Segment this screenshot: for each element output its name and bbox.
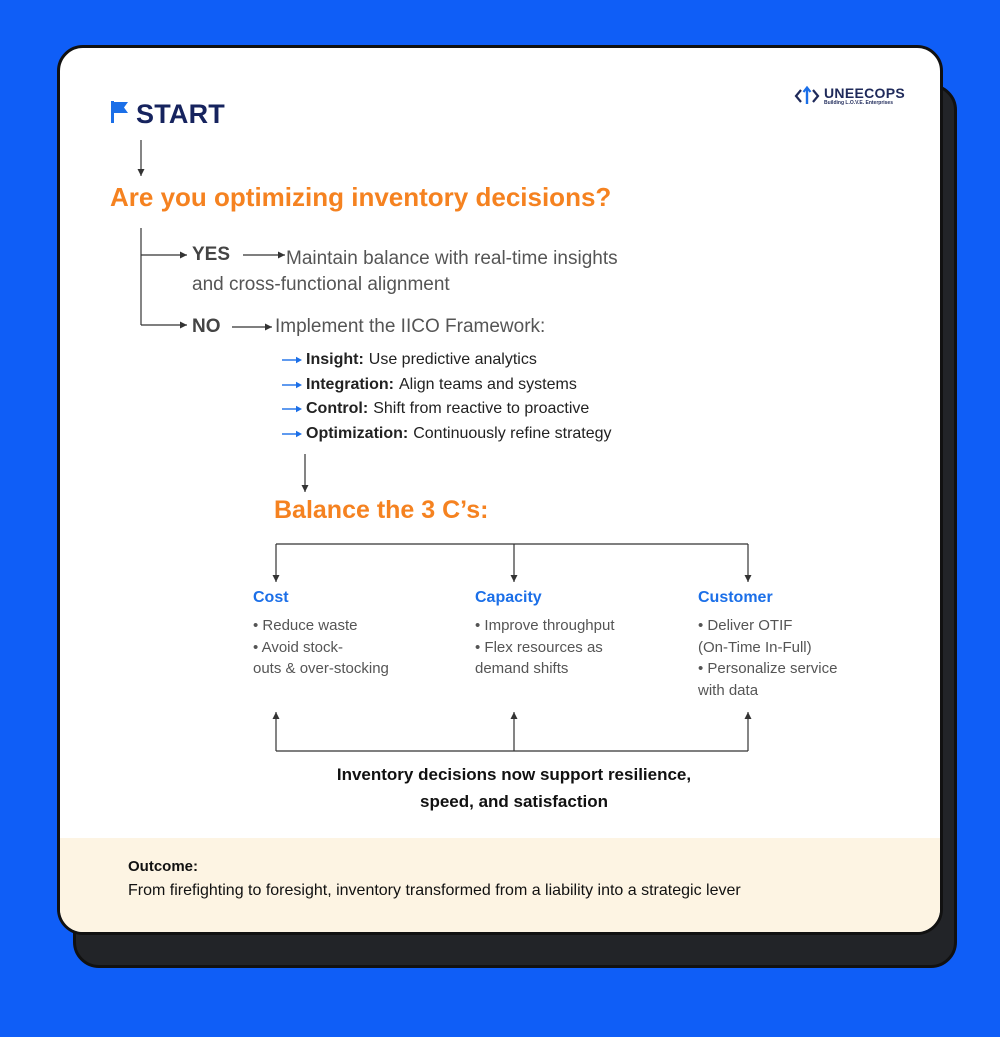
framework-term: Integration: [306, 375, 394, 393]
column-customer [698, 589, 837, 701]
summary-line: Inventory decisions now support resilience, [336, 765, 692, 784]
framework-item-optimization [282, 422, 612, 447]
framework-item-integration [282, 373, 612, 398]
framework-desc: Shift from reactive to proactive [373, 400, 590, 418]
column-line: with data [698, 681, 759, 699]
start-node [110, 99, 225, 130]
brand-tagline: Building L.O.V.E. Enterprises [824, 100, 893, 106]
no-outcome-text: Implement the IICO Framework: [275, 316, 546, 337]
framework-term: Optimization: [306, 424, 409, 442]
column-line: • Deliver OTIF [698, 617, 793, 634]
arrow-right-icon [282, 356, 303, 364]
summary-text [60, 761, 943, 815]
yes-label: YES [192, 244, 231, 265]
outcome-title: Outcome: [128, 858, 199, 875]
outcome-panel [60, 838, 940, 935]
infographic-card [57, 45, 943, 935]
column-line: • Flex resources as [475, 638, 603, 656]
column-line: • Reduce waste [253, 617, 358, 634]
column-heading: Cost [253, 589, 289, 606]
column-heading: Capacity [475, 589, 542, 606]
framework-item-control [282, 397, 612, 422]
framework-desc: Continuously refine strategy [413, 424, 612, 442]
yes-outcome-line1: Maintain balance with real-time insights [286, 248, 618, 269]
column-capacity [475, 589, 615, 680]
arrow-right-icon [282, 405, 303, 413]
arrow-right-icon [282, 430, 303, 438]
framework-desc: Use predictive analytics [368, 351, 537, 369]
column-line: outs & over-stocking [253, 660, 389, 677]
column-cost [253, 589, 389, 680]
column-heading: Customer [698, 589, 773, 606]
question-heading: Are you optimizing inventory decisions? [110, 182, 612, 212]
iico-framework-list [282, 348, 612, 446]
flag-icon [110, 100, 130, 129]
arrow-right-icon [282, 381, 303, 389]
framework-desc: Align teams and systems [399, 375, 577, 393]
outcome-text: From firefighting to foresight, inventory transformed from a liability into a strategic lever [128, 882, 741, 899]
yes-outcome-line2: and cross-functional alignment [192, 274, 450, 295]
column-line: (On-Time In-Full) [698, 638, 812, 656]
brand-name: UNEECOPS [824, 85, 905, 101]
column-line: • Personalize service [698, 660, 838, 677]
start-label: START [136, 99, 225, 129]
framework-term: Insight: [306, 351, 364, 369]
balance-heading: Balance the 3 C’s: [274, 496, 489, 524]
column-line: • Avoid stock- [253, 638, 344, 656]
summary-line: speed, and satisfaction [420, 792, 608, 811]
framework-term: Control: [306, 400, 369, 418]
column-line: • Improve throughput [475, 617, 615, 634]
column-line: demand shifts [475, 660, 569, 677]
framework-item-insight [282, 348, 612, 373]
no-label: NO [192, 316, 221, 337]
